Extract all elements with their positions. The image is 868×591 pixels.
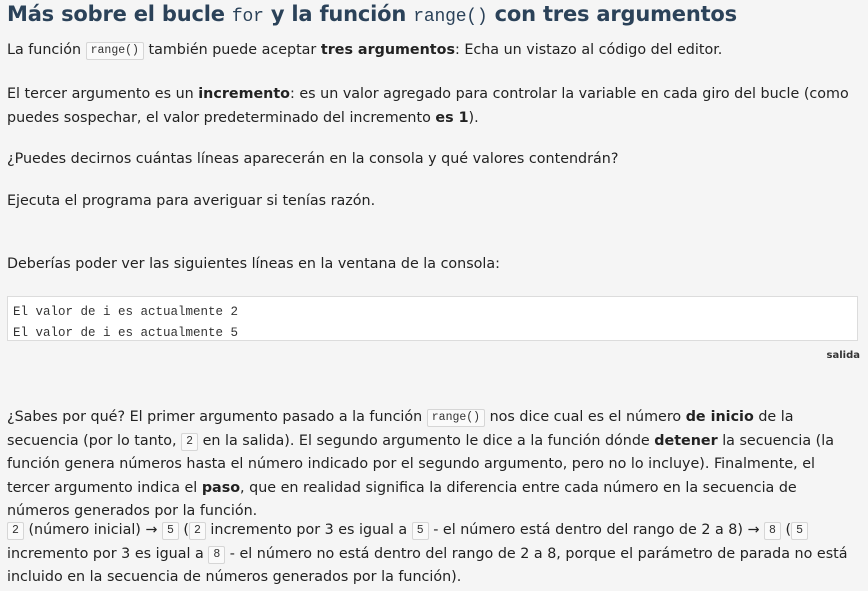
title-text-2: y la función xyxy=(263,2,414,26)
page-title xyxy=(7,2,737,27)
inline-code-range: range() xyxy=(86,42,144,60)
bold-text: paso xyxy=(201,479,241,496)
console-line: El valor de i es actualmente 5 xyxy=(13,326,239,340)
text: la secuencia (la función genera números hasta el número indicado por el segundo argumento, pero no lo incluye). Finalmente, el tercer argumento indica el xyxy=(7,432,834,496)
inline-code-range: range() xyxy=(427,409,485,427)
text: también puede aceptar xyxy=(143,42,321,58)
text: : es un valor agregado para controlar la variable en cada giro del bucle (como puedes sospechar, el valor predeterminado del incremento xyxy=(7,86,849,126)
inline-code: 5 xyxy=(162,522,179,540)
title-code-range: range() xyxy=(413,7,488,27)
text: ( xyxy=(780,522,792,538)
inline-code: 5 xyxy=(412,522,429,540)
paragraph-explanation xyxy=(7,406,859,524)
inline-code: 5 xyxy=(791,522,808,540)
text: ). xyxy=(468,109,479,126)
text: en la salida). El segundo argumento le dice a la función dónde xyxy=(198,432,655,449)
inline-code: 2 xyxy=(7,522,24,540)
paragraph-run: Ejecuta el programa para averiguar si tenías razón. xyxy=(7,193,376,209)
text: nos dice cual es el número xyxy=(485,409,686,425)
text: (número inicial) → xyxy=(23,522,162,538)
text: ¿Sabes por qué? El primer argumento pasado a la función xyxy=(7,409,427,425)
text: ( xyxy=(178,522,189,538)
title-code-for: for xyxy=(231,7,264,27)
inline-code: 2 xyxy=(181,433,198,451)
paragraph-intro xyxy=(7,39,859,63)
bold-text: de inicio xyxy=(685,409,754,425)
text: La función xyxy=(7,42,86,58)
console-label: salida xyxy=(826,350,860,361)
text: : Echa un vistazo al código del editor. xyxy=(454,42,723,58)
inline-code: 8 xyxy=(764,522,781,540)
text: , que en realidad significa la diferencia entre cada número en la secuencia de números generados por la función. xyxy=(7,479,797,519)
inline-code: 2 xyxy=(189,522,206,540)
text: incremento por 3 es igual a xyxy=(205,522,412,538)
paragraph-increment xyxy=(7,83,859,130)
text: de la secuencia (por lo tanto, xyxy=(7,409,794,449)
inline-code: 8 xyxy=(208,546,225,564)
paragraph-question: ¿Puedes decirnos cuántas líneas aparecerán en la consola y qué valores contendrán? xyxy=(7,151,619,167)
paragraph-sequence xyxy=(7,519,859,590)
text: incremento por 3 es igual a xyxy=(7,545,209,562)
console-output xyxy=(7,296,858,341)
title-text-3: con tres argumentos xyxy=(487,2,737,26)
text: El tercer argumento es un xyxy=(7,86,199,102)
bold-text: incremento xyxy=(198,86,290,102)
bold-text: detener xyxy=(654,432,718,449)
bold-text: es 1 xyxy=(435,109,469,126)
title-text-1: Más sobre el bucle xyxy=(7,2,232,26)
text: - el número está dentro del rango de 2 a 8) → xyxy=(428,522,765,538)
paragraph-console-intro: Deberías poder ver las siguientes líneas en la ventana de la consola: xyxy=(7,256,500,272)
bold-text: tres argumentos xyxy=(320,42,455,58)
console-line: El valor de i es actualmente 2 xyxy=(13,305,239,319)
text: - el número no está dentro del rango de 2 a 8, porque el parámetro de parada no está incluido en la secuencia de números generados por la función). xyxy=(7,545,848,585)
